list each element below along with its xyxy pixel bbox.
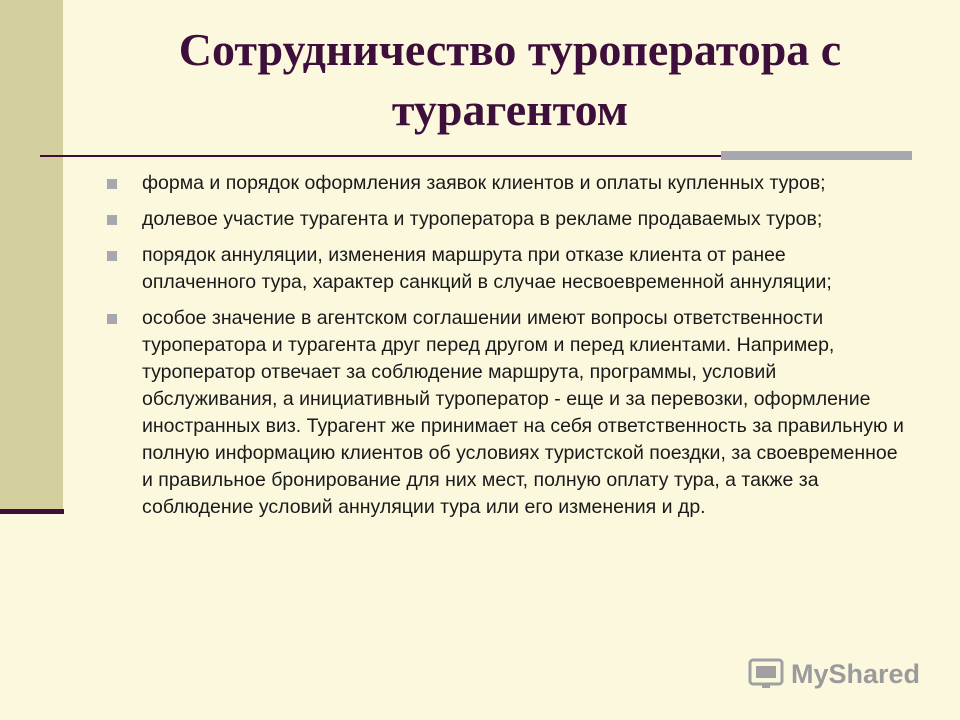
bullet-list [104, 170, 904, 530]
bullet-text: долевое участие турагента и туроператора в рекламе продаваемых туров; [142, 208, 823, 230]
bullet-item [104, 242, 904, 296]
square-bullet-icon [107, 314, 117, 324]
square-bullet-icon [107, 251, 117, 261]
bullet-text: особое значение в агентском соглашении имеют вопросы ответственности туроператора и турагента друг перед другом и перед клиентами. Например, туроператор отвечает за соблюдение маршрута, программы, условий обслуживания, а инициативный туроператор - еще и за перевозки, оформление иностранных виз. Турагент же принимает на себя ответственность за правильную и полную информацию клиентов об условиях туристской поездки, за своевременное и правильное бронирование для них мест, полную оплату тура, а также за соблюдение условий аннуляции тура или его изменения и др. [142, 307, 904, 518]
side-band [0, 0, 63, 514]
side-rule [0, 509, 64, 514]
title-divider-accent [721, 151, 912, 160]
myshared-logo-icon [747, 657, 785, 691]
bullet-item [104, 305, 904, 521]
square-bullet-icon [107, 179, 117, 189]
bullet-text: порядок аннуляции, изменения маршрута при отказе клиента от ранее оплаченного тура, характер санкций в случае несвоевременной аннуляции; [142, 244, 832, 293]
watermark [747, 657, 920, 691]
bullet-text: форма и порядок оформления заявок клиентов и оплаты купленных туров; [142, 172, 826, 194]
bullet-item [104, 170, 904, 197]
square-bullet-icon [107, 215, 117, 225]
bullet-item [104, 206, 904, 233]
slide-title: Сотрудничество туроператора с турагентом [178, 24, 842, 135]
watermark-text: MyShared [790, 658, 920, 689]
